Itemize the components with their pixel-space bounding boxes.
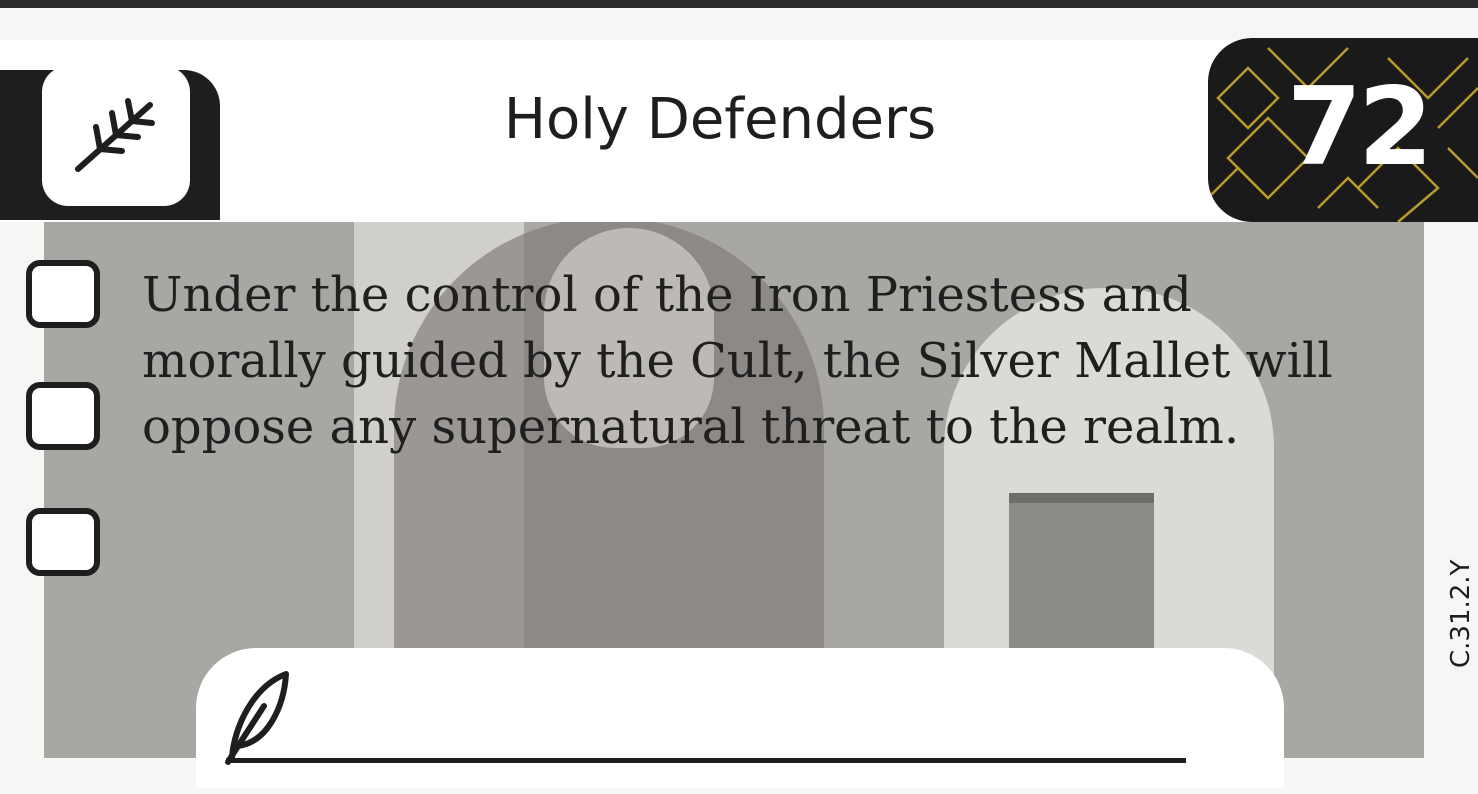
herb-sprig-icon (66, 91, 166, 181)
card-number-badge (1208, 38, 1478, 222)
card-number: 72 (1286, 65, 1430, 190)
notes-line (226, 758, 1186, 763)
card-title: Holy Defenders (503, 87, 937, 152)
card-description: Under the control of the Iron Priestess and morally guided by the Cult, the Silver Mallet will oppose any supernatural threat to the realm. (142, 267, 1333, 455)
progress-checkbox-3[interactable] (26, 508, 100, 576)
progress-checkbox-2[interactable] (26, 382, 100, 450)
top-edge (0, 0, 1478, 8)
event-card (0, 8, 1478, 794)
card-code: C.31.2.Y (1446, 559, 1476, 668)
notes-area[interactable] (196, 648, 1284, 788)
card-type-box (42, 66, 190, 206)
progress-checkbox-1[interactable] (26, 260, 100, 328)
quill-icon (224, 666, 294, 766)
